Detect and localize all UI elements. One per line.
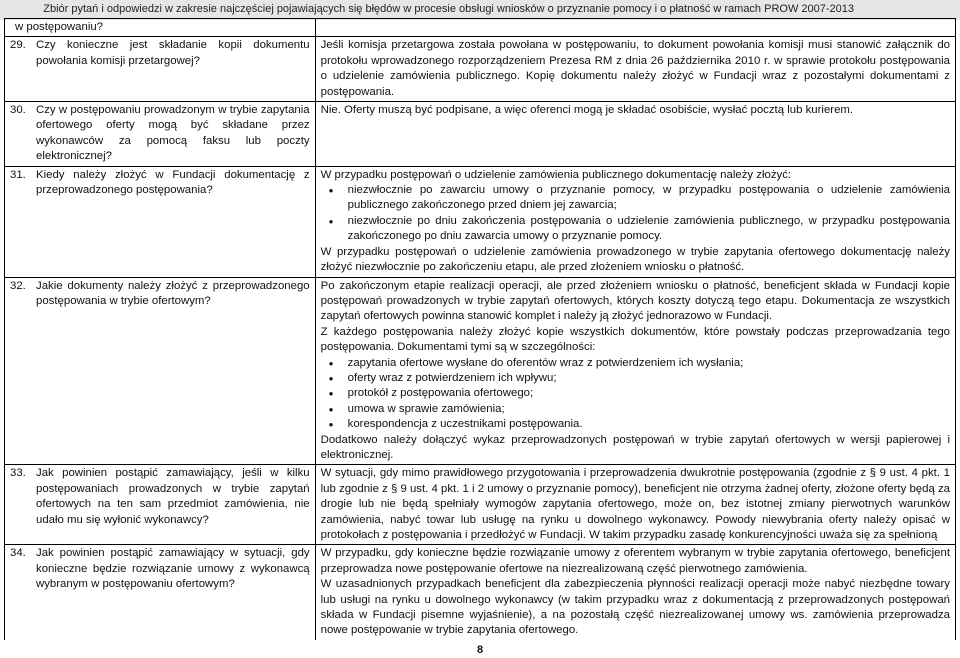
answer-cell — [315, 465, 955, 545]
question-number: 33. — [10, 467, 26, 480]
bullet-item: ● umowa w sprawie zamówienia; — [321, 402, 950, 417]
question-text: Jak powinien postąpić zamawiający w sytuacji, gdy konieczne będzie rozwiązanie umowy z wykonawcą wybranym w postępowaniu ofertowym? — [36, 547, 310, 591]
question-cell — [5, 37, 316, 102]
answer-paragraph: Dodatkowo należy dołączyć wykaz przeprowadzonych postępowań w trybie zapytań ofertowych w wersji papierowej i elektronicznej. — [320, 433, 950, 461]
answer-paragraph: W sytuacji, gdy mimo prawidłowego przygotowania i przeprowadzenia dwukrotnie postępowania (zgodnie z § 9 ust. 4 pkt. 1 lub zgodnie z § 9 ust. 4 pkt. 1 i 2 umowy o przyznanie pomocy), beneficjent nie otrzyma żadnej oferty, złożone oferty będą za drogie lub nie będą spełniały wymogów zapytania ofertowego, może on, bez istotnej zmiany pierwotnych warunków zamówienia, nabyć towar lub usługę na rynku u dowolnego wykonawcy. Powody niewybrania oferty należy opisać w protokołach z postępowania i przedłożyć w Fundacji. W takim przypadku zasadę konkurencyjności uważa się za spełnioną — [320, 467, 950, 541]
question-number: 32. — [10, 279, 26, 292]
question-text: Jak powinien postąpić zamawiający, jeśli w kilku postępowaniach prowadzonych w trybie zapytań ofertowych na ten sam przedmiot zamówienia, nie udało mu się wyłonić wykonawcy? — [36, 467, 310, 526]
bullet-item: ● korespondencja z uczestnikami postępowania. — [321, 417, 950, 432]
question-cell — [5, 102, 316, 167]
question-number: 30. — [10, 104, 26, 117]
bullet-item: ● niezwłocznie po dniu zakończenia postępowania o udzielenie zamówienia publicznego, w przypadku postępowania zakończonego po dniu zawarcia umowy o przyznanie pomocy. — [321, 214, 950, 245]
answer-paragraph: Nie. Oferty muszą być podpisane, a więc oferenci mogą je składać osobiście, wysłać pocztą lub kurierem. — [320, 104, 854, 117]
question-cell — [5, 545, 316, 640]
answer-paragraph: Po zakończonym etapie realizacji operacji, ale przed złożeniem wniosku o płatność, beneficjent składa w Fundacji kopie postępowań prowadzonych w trybie zapytań ofertowych, których koszty dotyczą tego etapu. Dokumentacja ze wszystkich zapytań ofertowych powinna stanowić komplet i należy ją złożyć jednorazowo w Fundacji. — [320, 279, 950, 323]
document-header — [0, 0, 960, 20]
page-number: 8 — [476, 644, 484, 656]
answer-cell — [315, 102, 955, 167]
answer-paragraph: W przypadku, gdy konieczne będzie rozwiązanie umowy z oferentem wybranym w trybie zapytania ofertowego, beneficjent przeprowadza nowe postępowanie ofertowe na niezrealizowaną część pierwotnego zamówienia. — [320, 547, 950, 575]
page-footer — [0, 644, 960, 656]
bullet-item: ● zapytania ofertowe wysłane do oferentów wraz z potwierdzeniem ich wysłania; — [321, 356, 950, 371]
faq-row-32 — [5, 277, 956, 465]
faq-row-33 — [5, 465, 956, 545]
question-text: Czy w postępowaniu prowadzonym w trybie zapytania ofertowego oferty mogą być składane przez wykonawców za pomocą faksu lub poczty elektronicznej? — [36, 104, 310, 163]
question-cell — [5, 465, 316, 545]
question-text: Czy konieczne jest składanie kopii dokumentu powołania komisji przetargowej? — [36, 39, 310, 67]
answer-paragraph: W uzasadnionych przypadkach beneficjent dla zabezpieczenia płynności realizacji operacji może nabyć niezbędne towary lub usługi na rynku u dowolnego wykonawcy (w takim przypadku wraz z dokumentacją z przeprowadzonych postępowań składa w Fundacji pisemne wyjaśnienie), a na pozostałą część niezrealizowanej umowy ws. zamówienia przeprowadza nowe postępowanie w trybie zapytania ofertowego. — [320, 578, 950, 637]
answer-bullet-list — [321, 183, 950, 245]
continuation-cell — [5, 19, 316, 37]
bullet-item: ● niezwłocznie po zawarciu umowy o przyznanie pomocy, w przypadku postępowania o udzielenie zamówienia publicznego zakończonego przed dniem jej zawarcia; — [321, 183, 950, 214]
continuation-answer-cell — [315, 19, 955, 37]
answer-cell — [315, 277, 955, 465]
continuation-text: w postępowaniu? — [15, 21, 104, 33]
answer-bullet-list — [321, 356, 950, 433]
faq-row-29 — [5, 37, 956, 102]
question-cell — [5, 166, 316, 277]
answer-cell — [315, 166, 955, 277]
question-number: 31. — [10, 168, 26, 181]
faq-row-34 — [5, 545, 956, 640]
bullet-item: ● protokół z postępowania ofertowego; — [321, 386, 950, 401]
question-cell — [5, 277, 316, 465]
question-text: Jakie dokumenty należy złożyć z przeprowadzonego postępowania w trybie ofertowym? — [36, 279, 310, 307]
answer-paragraph: Jeśli komisja przetargowa została powołana w postępowaniu, to dokument powołania komisji musi stanowić załącznik do protokołu wprowadzonego rozporządzeniem Prezesa RM z dnia 26 października 2010 r. w sprawie protokołu postępowania o udzielenie zamówienia publicznego. Kopię dokumentu należy złożyć w Fundacji wraz z pozostałymi dokumentami z postępowania. — [320, 39, 950, 98]
question-number: 29. — [10, 39, 26, 52]
answer-paragraph: Z każdego postępowania należy złożyć kopie wszystkich dokumentów, które powstały podczas przeprowadzania tego postępowania. Dokumentami tymi są w szczególności: — [320, 325, 950, 354]
bullet-item: ● oferty wraz z potwierdzeniem ich wpływu; — [321, 371, 950, 386]
faq-table — [4, 18, 956, 640]
question-number: 34. — [10, 547, 26, 560]
answer-cell — [315, 37, 955, 102]
question-text: Kiedy należy złożyć w Fundacji dokumentację z przeprowadzonego postępowania? — [36, 168, 310, 197]
faq-row-30 — [5, 102, 956, 167]
continuation-row — [5, 19, 956, 37]
faq-row-31 — [5, 166, 956, 277]
faq-page — [4, 18, 956, 640]
answer-paragraph: W przypadku postępowań o udzielenie zamówienia publicznego dokumentację należy złożyć: — [320, 168, 792, 181]
document-title: Zbiór pytań i odpowiedzi w zakresie najczęściej pojawiających się błędów w procesie obsługi wniosków o przyznanie pomocy i o płatność w ramach PROW 2007-2013 — [43, 3, 854, 15]
answer-cell — [315, 545, 955, 640]
answer-paragraph: W przypadku postępowań o udzielenie zamówienia prowadzonego w trybie zapytania ofertowego dokumentację należy złożyć niezwłocznie po zakończeniu etapu, ale przed złożeniem wniosku o płatność. — [320, 245, 950, 274]
